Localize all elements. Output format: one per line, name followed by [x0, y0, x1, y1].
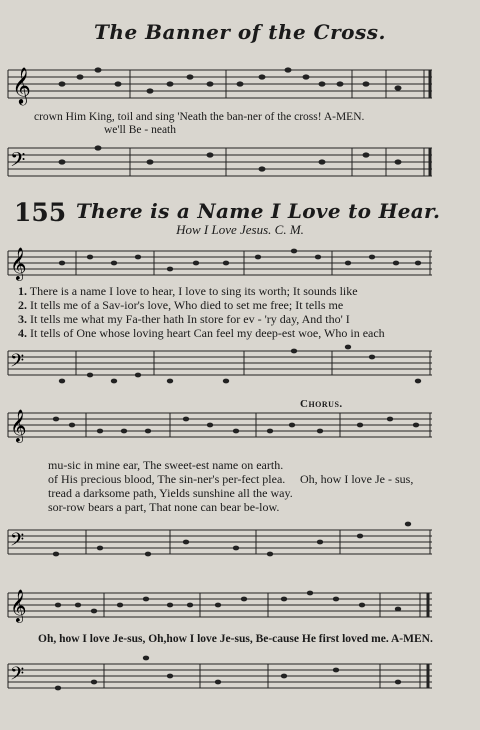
system1-bass-staff — [0, 343, 480, 391]
top-lyric-line-1: crown Him King, toil and sing 'Neath the ban-ner of the cross! A-MEN. — [34, 111, 365, 123]
svg-text:𝄢: 𝄢 — [10, 148, 26, 176]
system2-treble-staff — [0, 405, 480, 453]
svg-text:𝄢: 𝄢 — [10, 351, 25, 376]
system2-bass-staff — [0, 520, 480, 570]
top-hymn-title: The Banner of the Cross. — [94, 20, 386, 44]
verse-2: 2. It tells me of a Sav-ior's love, Who died to set me free; It tells me — [18, 298, 344, 312]
chorus-line-1: Oh, how I love Je - sus, — [300, 472, 414, 486]
verse-2-continuation: of His precious blood, The sin-ner's per-fect plea. — [48, 472, 286, 486]
hymn-number: 155 — [14, 198, 67, 227]
svg-text:𝄞: 𝄞 — [10, 409, 27, 442]
system3-bass-staff — [0, 652, 480, 700]
system1-treble-staff — [0, 243, 480, 283]
svg-text:𝄢: 𝄢 — [10, 530, 25, 555]
top-bass-staff — [0, 140, 480, 190]
verse-3-continuation: tread a darksome path, Yields sunshine all the way. — [48, 486, 293, 500]
svg-text:𝄞: 𝄞 — [10, 589, 27, 622]
svg-text:𝄢: 𝄢 — [10, 664, 25, 689]
hymn-subtitle: How I Love Jesus. C. M. — [176, 222, 304, 237]
hymn-title: There is a Name I Love to Hear. — [76, 199, 441, 223]
svg-text:𝄞: 𝄞 — [10, 247, 27, 280]
verse-1-continuation: mu-sic in mine ear, The sweet-est name on earth. — [48, 458, 284, 472]
chorus-line-2: Oh, how I love Je-sus, Oh,how I love Je-sus, Be-cause He first loved me. A-MEN. — [38, 633, 433, 645]
verse-4-continuation: sor-row bears a part, That none can bear be-low. — [48, 500, 280, 514]
verse-4: 4. It tells of One whose loving heart Can feel my deep-est woe, Who in each — [18, 326, 385, 340]
chorus-label: Chorus. — [300, 398, 343, 410]
svg-text:𝄞: 𝄞 — [12, 66, 31, 104]
system3-treble-staff — [0, 585, 480, 633]
top-lyric-line-2: we'll Be - neath — [104, 124, 177, 136]
verse-1: 1. There is a name I love to hear, I love to sing its worth; It sounds like — [18, 284, 358, 298]
verse-3: 3. It tells me what my Fa-ther hath In store for ev - 'ry day, And tho' I — [18, 312, 350, 326]
